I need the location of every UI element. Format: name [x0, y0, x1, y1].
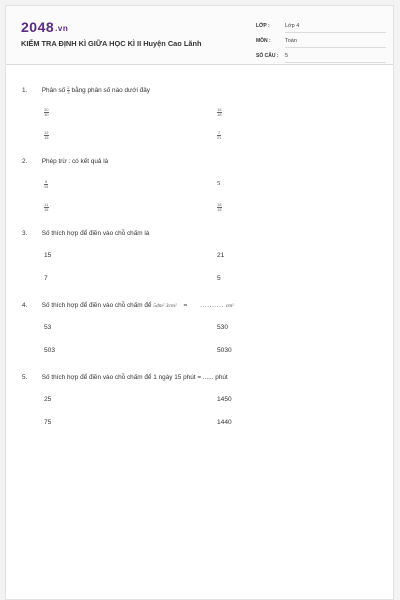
- fraction: $\frac{12}{15}$: [44, 131, 49, 140]
- question-3-number: 3.: [22, 230, 28, 237]
- question-5-option-c[interactable]: 75: [44, 419, 52, 426]
- question-5-option-d[interactable]: 1440: [217, 419, 232, 426]
- question-3-option-c[interactable]: 7: [44, 275, 48, 282]
- question-1-prefix: Phân số: [41, 87, 66, 95]
- logo-main: 2048: [21, 19, 55, 35]
- question-4-equals: =: [183, 302, 188, 309]
- fraction: $\frac{15}{18}$: [217, 108, 222, 117]
- meta-count-value: 5: [285, 53, 386, 63]
- question-2-prompt: Phép trừ : có kết quả là: [41, 158, 109, 165]
- meta-count: [256, 50, 386, 65]
- meta-class: [256, 20, 386, 35]
- question-5-option-a[interactable]: 25: [44, 396, 52, 403]
- question-2-number: 2.: [22, 158, 28, 165]
- question-2-text: [22, 158, 108, 165]
- question-2: [6, 158, 395, 230]
- question-2-option-a[interactable]: [44, 180, 48, 189]
- header: [6, 6, 393, 65]
- question-2-option-c[interactable]: [44, 203, 49, 212]
- question-1-number: 1.: [22, 87, 28, 95]
- question-4-unit: cm²: [225, 303, 234, 309]
- question-1-suffix: bằng phân số nào dưới đây: [71, 87, 150, 95]
- question-list: [6, 86, 395, 446]
- question-4-option-d[interactable]: 5030: [217, 347, 232, 354]
- fraction: $\frac{7}{21}$: [217, 131, 222, 140]
- fraction: $\frac{16}{15}$: [217, 203, 222, 212]
- question-2-option-d[interactable]: [217, 203, 222, 212]
- meta-count-label: SỐ CÂU :: [256, 53, 279, 59]
- question-5: [6, 374, 395, 446]
- site-logo[interactable]: [21, 19, 68, 35]
- exam-sheet: [5, 5, 394, 600]
- exam-title: KIỂM TRA ĐỊNH KÌ GIỮA HỌC KÌ II Huyện Cao Lãnh: [21, 39, 202, 48]
- question-4-option-b[interactable]: 530: [217, 324, 229, 331]
- question-4-number: 4.: [22, 302, 28, 309]
- question-1-option-a[interactable]: [44, 108, 49, 117]
- question-3-option-b[interactable]: 21: [217, 252, 225, 259]
- exam-meta: [256, 20, 386, 65]
- meta-subject: [256, 35, 386, 50]
- logo-suffix: .vn: [55, 24, 69, 33]
- question-4-prompt: Số thích hợp để điền vào chỗ chấm để: [41, 302, 152, 309]
- meta-class-value: Lớp 4: [285, 23, 386, 33]
- question-1-text: [22, 86, 150, 95]
- question-4-blank: ..........: [200, 302, 224, 309]
- question-3: [6, 230, 395, 302]
- question-4-option-a[interactable]: 53: [44, 324, 52, 331]
- fraction: $\frac{11}{15}$: [44, 203, 49, 212]
- question-1-option-b[interactable]: [217, 108, 222, 117]
- question-4-expression: 5dm² 3cm²: [153, 303, 177, 309]
- meta-subject-label: MÔN :: [256, 38, 271, 44]
- fraction: $\frac{20}{30}$: [44, 108, 49, 117]
- question-5-text: [22, 374, 228, 381]
- question-5-prompt: Số thích hợp để điền vào chỗ chấm để 1 ngày 15 phút = ...... phút: [41, 374, 228, 381]
- question-3-option-a[interactable]: 15: [44, 252, 52, 259]
- meta-subject-value: Toán: [285, 38, 386, 48]
- question-1-option-d[interactable]: [217, 131, 221, 140]
- question-1-option-c[interactable]: [44, 131, 49, 140]
- question-3-option-d[interactable]: 5: [217, 275, 221, 282]
- question-2-option-b[interactable]: 5: [217, 180, 221, 187]
- question-5-number: 5.: [22, 374, 28, 381]
- question-3-text: [22, 230, 149, 237]
- question-4-text: [22, 302, 234, 309]
- question-4-option-c[interactable]: 503: [44, 347, 56, 354]
- question-3-prompt: Số thích hợp để điền vào chỗ chấm là: [41, 230, 150, 237]
- question-4: [6, 302, 395, 374]
- question-5-option-b[interactable]: 1450: [217, 396, 232, 403]
- question-1-fraction: $\frac{2}{3}$: [67, 86, 70, 95]
- meta-class-label: LỚP :: [256, 23, 270, 29]
- question-1: [6, 86, 395, 158]
- fraction: $\frac{5}{15}$: [44, 180, 49, 189]
